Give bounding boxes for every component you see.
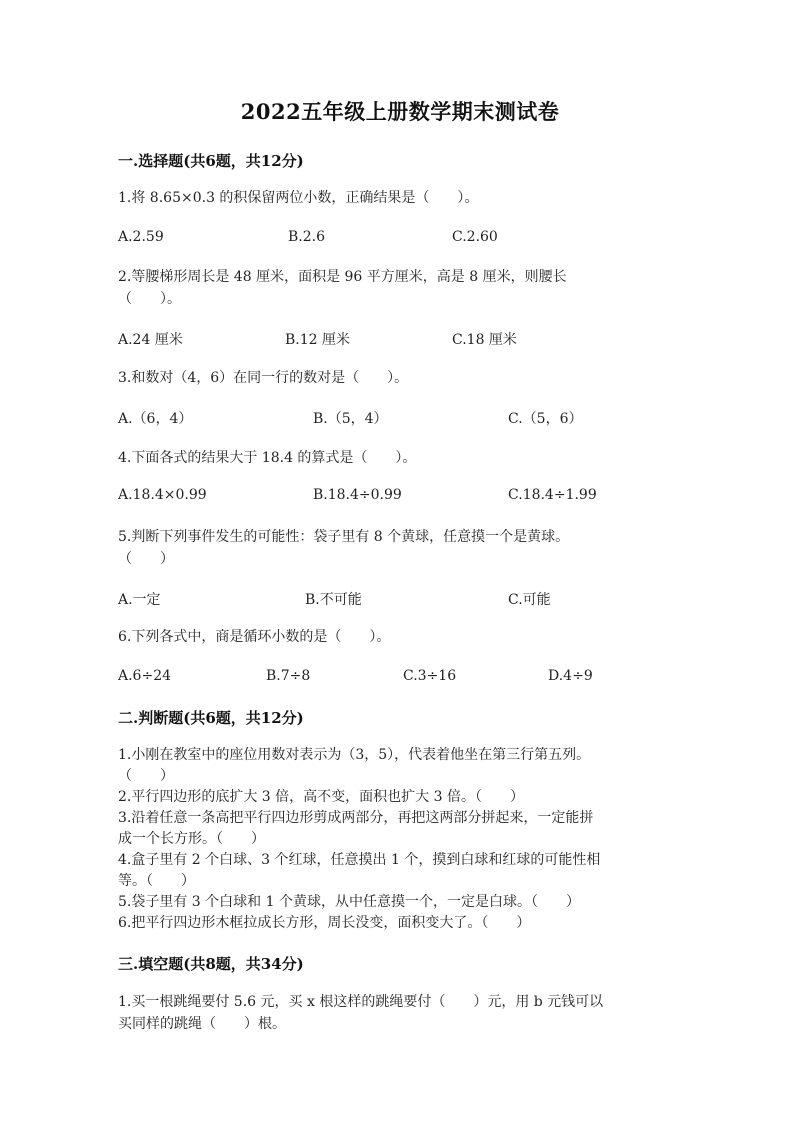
option-d: D.4÷9 (548, 668, 593, 684)
page-title: 2022五年级上册数学期末测试卷 (240, 99, 560, 124)
option-b: B.18.4÷0.99 (313, 487, 402, 503)
question-text: 2.等腰梯形周长是 48 厘米，面积是 96 平方厘米，高是 8 厘米，则腰长 (118, 269, 567, 285)
statement-text-continued: 成一个长方形。（ ） (118, 831, 265, 847)
question-text-continued: （ ）。 (118, 291, 181, 307)
statement-text: 6.把平行四边形木框拉成长方形，周长没变，面积变大了。（ ） (118, 915, 531, 931)
question-text-continued: 买同样的跳绳（ ）根。 (118, 1016, 286, 1032)
statement-text: 5.袋子里有 3 个白球和 1 个黄球，从中任意摸一个，一定是白球。（ ） (118, 894, 580, 910)
option-c: C.18 厘米 (452, 332, 517, 348)
option-b: B.7÷8 (266, 668, 311, 684)
statement-text: 1.小刚在教室中的座位用数对表示为（3，5），代表着他坐在第三行第五列。 (118, 747, 591, 763)
option-b: B.不可能 (305, 592, 362, 608)
option-b: B.12 厘米 (285, 332, 351, 348)
question-text: 3.和数对（4，6）在同一行的数对是（ ）。 (118, 370, 409, 386)
option-b: B.2.6 (288, 229, 326, 245)
option-b: B.（5，4） (313, 411, 388, 427)
option-a: A.一定 (118, 592, 161, 608)
option-a: A.24 厘米 (118, 332, 183, 348)
statement-text: 4.盒子里有 2 个白球、3 个红球，任意摸出 1 个，摸到白球和红球的可能性相 (118, 852, 601, 868)
question-text: 1.将 8.65×0.3 的积保留两位小数，正确结果是（ ）。 (118, 190, 479, 206)
statement-text-continued: （ ） (118, 768, 174, 784)
option-c: C.2.60 (452, 229, 498, 245)
option-c: C.可能 (508, 592, 551, 608)
section-heading-fill-blank: 三.填空题(共8题，共34分) (118, 955, 304, 973)
option-a: A.2.59 (118, 229, 164, 245)
statement-text-continued: 等。（ ） (118, 873, 195, 889)
option-c: C.3÷16 (403, 668, 457, 684)
question-text: 1.买一根跳绳要付 5.6 元，买 x 根这样的跳绳要付（ ）元，用 b 元钱可以 (118, 994, 604, 1010)
section-heading-judgement: 二.判断题(共6题，共12分) (118, 709, 304, 727)
section-heading-choice: 一.选择题(共6题，共12分) (118, 152, 304, 170)
option-a: A.6÷24 (118, 668, 172, 684)
option-a: A.（6，4） (118, 411, 193, 427)
option-c: C.18.4÷1.99 (508, 487, 597, 503)
question-text: 5.判断下列事件发生的可能性：袋子里有 8 个黄球，任意摸一个是黄球。 (118, 529, 570, 545)
question-text-continued: （ ） (118, 551, 174, 567)
option-a: A.18.4×0.99 (118, 487, 207, 503)
question-text: 4.下面各式的结果大于 18.4 的算式是（ ）。 (118, 450, 417, 466)
statement-text: 3.沿着任意一条高把平行四边形剪成两部分，再把这两部分拼起来，一定能拼 (118, 810, 594, 826)
option-c: C.（5，6） (508, 411, 583, 427)
statement-text: 2.平行四边形的底扩大 3 倍，高不变，面积也扩大 3 倍。（ ） (118, 789, 524, 805)
question-text: 6.下列各式中，商是循环小数的是（ ）。 (118, 629, 391, 645)
